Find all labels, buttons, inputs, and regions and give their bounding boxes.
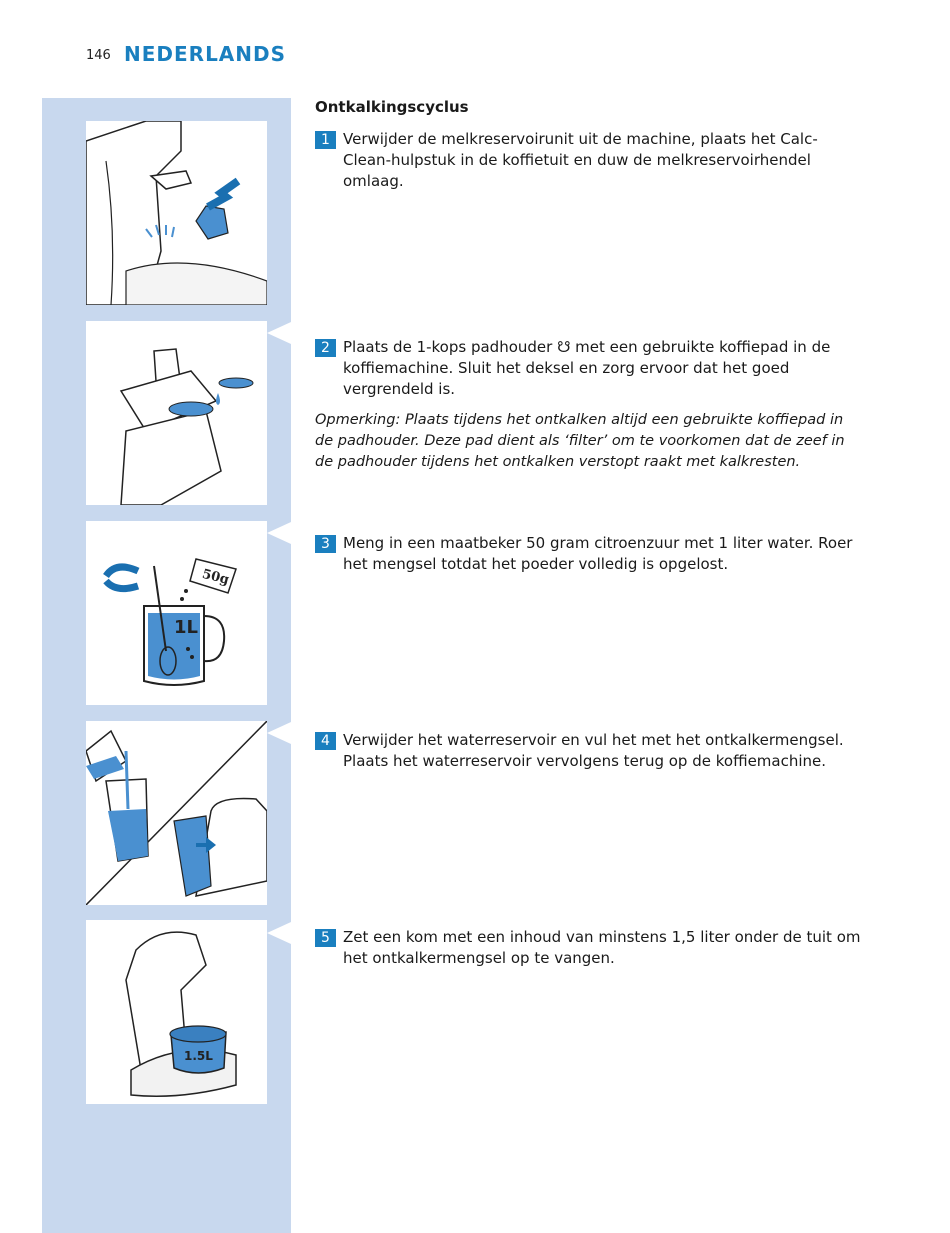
illustration-step-3 <box>86 521 267 705</box>
step-number: 5 <box>315 929 336 947</box>
panel-notch <box>267 522 291 544</box>
step-text: Plaats de 1-kops padhouder ☋ met een gebruikte koffiepad in de koffiemachine. Sluit het deksel en zorg ervoor dat het goed vergrendeld is. <box>343 338 831 398</box>
step-1 <box>315 129 865 192</box>
step-2 <box>315 337 865 400</box>
page-number: 146 <box>86 48 111 63</box>
step-text: Zet een kom met een inhoud van minstens 1,5 liter onder de tuit om het ontkalkermengsel op te vangen. <box>343 928 861 967</box>
panel-notch <box>267 922 291 944</box>
step-4 <box>315 730 865 772</box>
section-heading: Ontkalkingscyclus <box>315 98 469 116</box>
step-3 <box>315 533 865 575</box>
step-text: Verwijder de melkreservoirunit uit de machine, plaats het Calc-Clean-hulpstuk in de koffietuit en duw de melkreservoirhendel omlaag. <box>343 130 818 190</box>
step-5 <box>315 927 865 969</box>
illustration-step-4 <box>86 721 267 905</box>
panel-notch <box>267 722 291 744</box>
step-number: 1 <box>315 131 336 149</box>
packet-label: 50g <box>200 566 231 588</box>
machine-spout-icon <box>86 121 267 305</box>
step-text: Meng in een maatbeker 50 gram citroenzuur met 1 liter water. Roer het mengsel totdat het poeder volledig is opgelost. <box>343 534 853 573</box>
step-number: 2 <box>315 339 336 357</box>
water-reservoir-icon <box>86 721 267 905</box>
step-text: Verwijder het waterreservoir en vul het met het ontkalkermengsel. Plaats het waterreservoir vervolgens terug op de koffiemachine. <box>343 731 844 770</box>
illustration-step-2 <box>86 321 267 505</box>
language-title: NEDERLANDS <box>124 42 287 66</box>
padholder-machine-icon <box>86 321 267 505</box>
bowl-label: 1.5L <box>184 1049 213 1063</box>
illustration-step-1 <box>86 121 267 305</box>
note-text: Opmerking: Plaats tijdens het ontkalken altijd een gebruikte koffiepad in de padhouder. Deze pad dient als ‘filter’ om te voorkomen dat de zeef in de padhouder tijdens het ontkalken verstopt raakt met kalkresten. <box>315 412 845 470</box>
step-number: 4 <box>315 732 336 750</box>
bowl-under-spout-icon <box>86 920 267 1104</box>
illustration-step-5 <box>86 920 267 1104</box>
panel-notch <box>267 322 291 344</box>
jug-label: 1L <box>174 617 198 638</box>
measuring-jug-icon <box>86 521 267 705</box>
step-number: 3 <box>315 535 336 553</box>
